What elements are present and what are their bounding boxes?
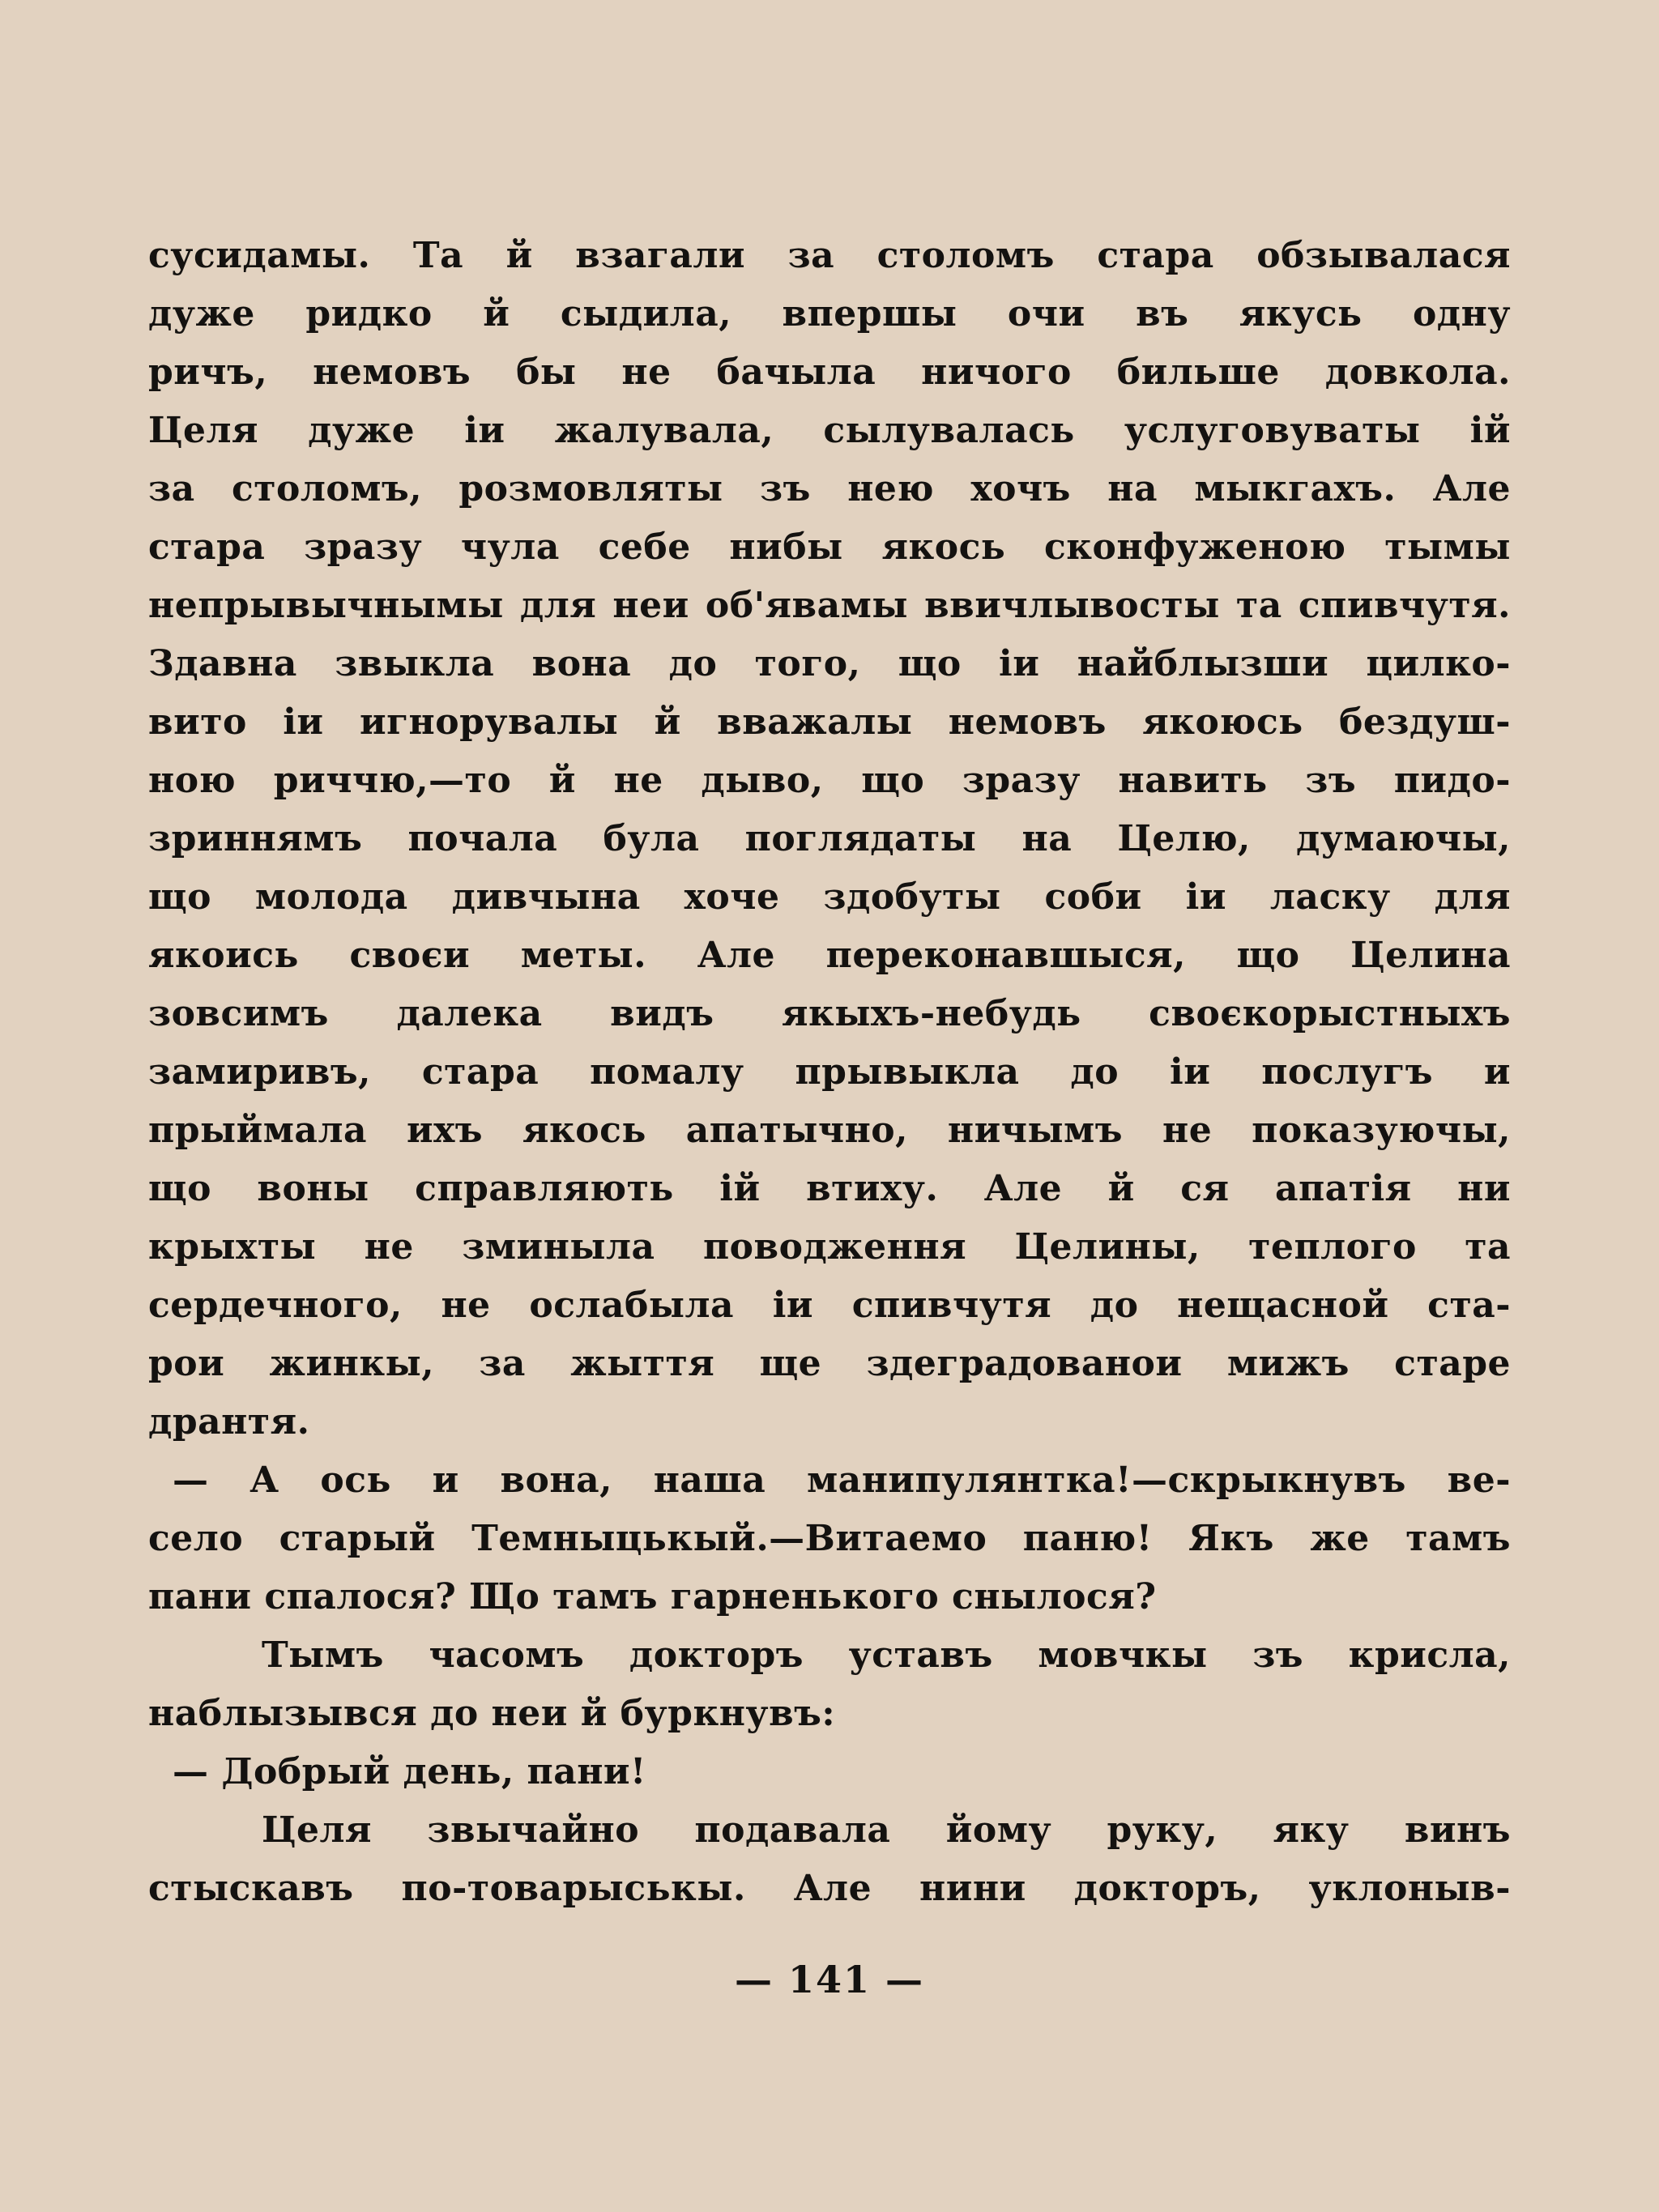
text-line: сусидамы. Та й взагали за столомъ стара обзывалася	[148, 235, 1511, 276]
text-line: сердечного, не ослабыла іи спивчутя до нещасной ста-	[148, 1285, 1511, 1326]
text-line: непрывычнымы для неи об'явамы ввичлывосты та спивчутя.	[148, 585, 1511, 626]
text-line: дуже ридко й сыдила, впершы очи въ якусь одну	[148, 293, 1511, 335]
text-line: зриннямъ почала була поглядаты на Целю, думаючы,	[148, 818, 1511, 859]
text-line: Целя дуже іи жалувала, сылувалась услуговуваты ій	[148, 410, 1511, 451]
text-line: якоись своєи меты. Але переконавшыся, що Целина	[148, 935, 1511, 976]
text-line: зовсимъ далека видъ якыхъ-небудь своєкорыстныхъ	[148, 993, 1511, 1034]
text-line: рои жинкы, за жыття ще здеградованои мижъ старе	[148, 1343, 1511, 1384]
text-line: наблызывся до неи й буркнувъ:	[148, 1693, 836, 1734]
text-line: Целя звычайно подавала йому руку, яку винъ	[262, 1809, 1511, 1851]
text-line: стыскавъ по-товарыськы. Але нини докторъ, уклоныв-	[148, 1868, 1511, 1909]
text-line: замиривъ, стара помалу прывыкла до іи послугъ и	[148, 1051, 1511, 1093]
text-line: за столомъ, розмовляты зъ нею хочъ на мыкгахъ. Але	[148, 468, 1511, 509]
text-line: вито іи игнорувалы й вважалы немовъ якоюсь бездуш-	[148, 701, 1511, 743]
text-line: що молода дивчына хоче здобуты соби іи ласку для	[148, 876, 1511, 918]
text-line: що воны справляють ій втиху. Але й ся апатія ни	[148, 1168, 1511, 1209]
text-line: пани спалося? Що тамъ гарненького снылося?	[148, 1576, 1157, 1617]
text-line: ною риччю,—то й не дыво, що зразу навить зъ пидо-	[148, 760, 1511, 801]
text-line: село старый Темныцькый.—Витаемо паню! Якъ же тамъ	[148, 1518, 1511, 1559]
text-line: стара зразу чула себе нибы якось сконфуженою тымы	[148, 526, 1511, 568]
text-line: дрантя.	[148, 1401, 310, 1443]
text-line: — Добрый день, пани!	[173, 1751, 646, 1792]
body-text	[148, 227, 1511, 1918]
text-line: ричъ, немовъ бы не бачыла ничого бильше довкола.	[148, 352, 1511, 393]
text-line: — А ось и вона, наша манипулянтка!—скрыкнувъ ве-	[173, 1460, 1511, 1501]
text-line: крыхты не зминыла поводження Целины, теплого та	[148, 1226, 1511, 1268]
text-line: Тымъ часомъ докторъ уставъ мовчкы зъ крисла,	[262, 1634, 1511, 1676]
text-line: Здавна звыкла вона до того, що іи найблызши цилко-	[148, 643, 1511, 684]
text-line: прыймала ихъ якось апатычно, ничымъ не показуючы,	[148, 1110, 1511, 1151]
page-number: — 141 —	[734, 1958, 925, 2001]
